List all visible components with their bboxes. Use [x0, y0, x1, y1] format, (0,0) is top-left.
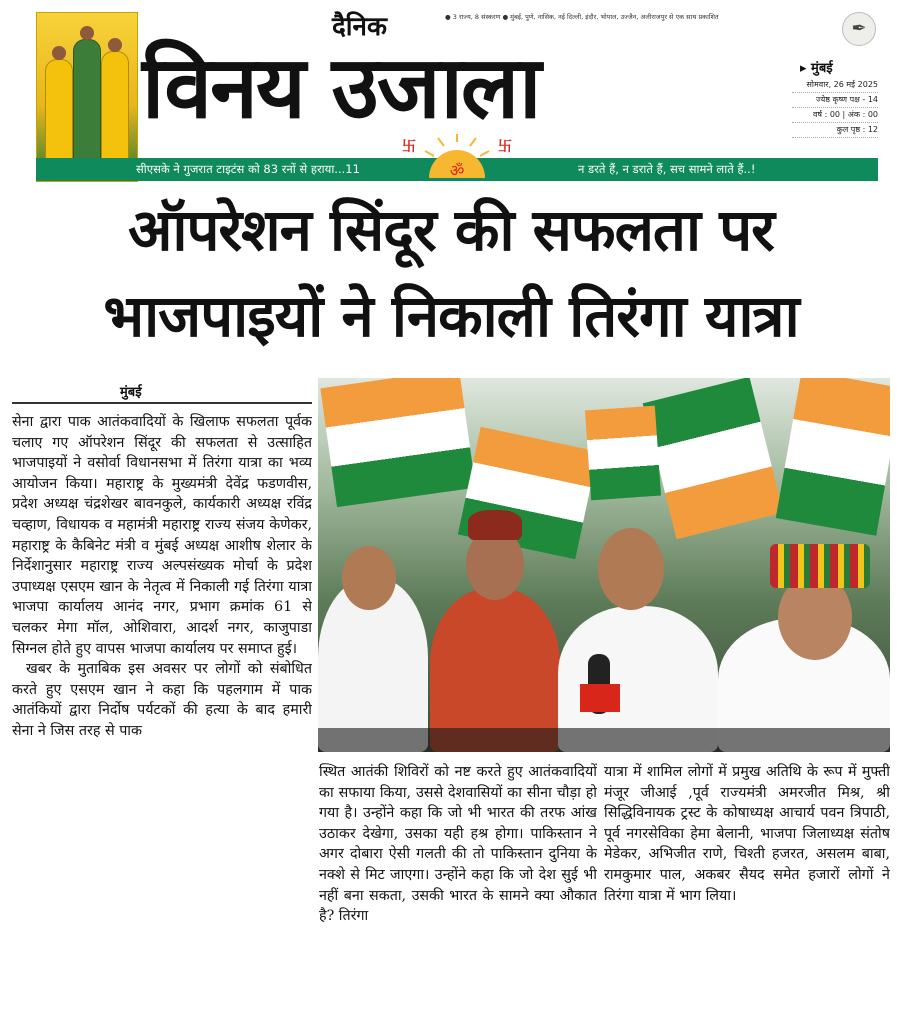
article-column-middle — [319, 762, 597, 1024]
issue-date: सोमवार, 26 मई 2025 — [792, 78, 878, 93]
brand-logo-title: विनय उजाला — [142, 38, 540, 138]
issue-number: वर्ष : 00 | अंक : 00 — [792, 108, 878, 123]
article-column-right — [604, 762, 890, 1024]
paragraph-3: स्थित आतंकी शिविरों को नष्ट करते हुए आतंकवादियों का सफाया किया, उससे देशवासियों का सीना चौड़ा हो गया है। उन्होंने कहा कि जो भी भारत की तरफ आंख उठाकर देखेगा, उसका यही हश्र होगा। पाकिस्तान ने अगर दोबारा ऐसी गलती की तो पाकिस्तान दुनिया के नक्शे से मिट जाएगा। उन्होंने कहा कि जो देश सुई भी नहीं बना सकता, उसकी भारत के सामने क्या औकात है? तिरंगा — [319, 764, 597, 925]
dateline-rule — [12, 402, 312, 404]
dateline: मुंबई — [120, 385, 142, 400]
cricket-photo — [36, 12, 138, 182]
editions-strip: ● 3 राज्य, 8 संस्करण ● मुंबई, पुणे, नासिक, नई दिल्ली, इंदौर, भोपाल, उज्जैन, अलीराजपुर से एक साथ प्रकाशित — [445, 13, 719, 21]
edition-city: ▸ मुंबई — [800, 61, 833, 76]
paragraph-4: यात्रा में शामिल लोगों में प्रमुख अतिथि के रूप में मुफ्ती मंजूर जीआई ,पूर्व राज्यमंत्री अमरजीत मिश्र, श्री सिद्धिविनायक ट्रस्ट के कोषाध्यक्ष आचार्य पवन त्रिपाठी, पूर्व नगरसेविका हेमा बेलानी, भाजपा जिलाध्यक्ष संतोष मेडेकर, अभिजीत राणे, चिश्ती हजरत, असलम बाबा, रामकुमार पाल, अकबर सैयद समेत हजारों लोगों ने तिरंगा यात्रा में भाग लिया। — [604, 764, 890, 904]
swastika-right: 卐 — [498, 139, 512, 155]
article-column-left — [12, 412, 312, 1024]
ticker-left: सीएसके ने गुजरात टाइटंस को 83 रनों से हराया...11 — [136, 162, 360, 176]
headline-line-1: ऑपरेशन सिंदूर की सफलता पर — [128, 196, 774, 264]
headline-line-2: भाजपाइयों ने निकाली तिरंगा यात्रा — [103, 282, 799, 350]
masthead — [30, 8, 880, 183]
ticker-right: न डरते हैं, न डराते हैं, सच सामने लाते हैं..! — [578, 162, 756, 176]
paragraph-1: सेना द्वारा पाक आतंकवादियों के खिलाफ सफलता पूर्वक चलाए गए ऑपरेशन सिंदूर की सफलता से उत्साहित भाजपाइयों ने वसोर्वा विधानसभा में तिरंगा यात्रा का भव्य आयोजन किया। महाराष्ट्र के मुख्यमंत्री देवेंद्र फडणवीस, प्रदेश अध्यक्ष चंद्रशेखर बावनकुले, कार्यकारी अध्यक्ष रविंद्र चव्हाण, विधायक व महामंत्री महाराष्ट्र राज्य संजय केणेकर, महाराष्ट्र के कैबिनेट मंत्री व मुंबई अध्यक्ष आशीष शेलार के निर्देशानुसार महाराष्ट्र राज्य अल्पसंख्यक मोर्चा के प्रदेश उपाध्यक्ष एसएम खान के नेतृत्व में निकाली गई तिरंगा यात्रा भाजपा कार्यालय आनंद नगर, प्रभाग क्रमांक 61 से चलकर मेगा मॉल, ओशिवारा, आदर्श नगर, काजुपाडा सिग्नल होते हुए वापस भाजपा कार्यालय पर समाप्त हुई। — [12, 414, 312, 657]
paragraph-2: खबर के मुताबिक इस अवसर पर लोगों को संबोधित करते हुए एसएम खान ने कहा कि पहलगाम में पाक आतंकियों द्वारा निर्दोष पर्यटकों की हत्या के बाद हमारी सेना ने जिस तरह से पाक — [12, 661, 312, 739]
issue-paksh: ज्येष्ठ कृष्ण पक्ष - 14 — [792, 93, 878, 108]
pen-nib-icon: ✒ — [842, 12, 876, 46]
om-symbol: ॐ — [449, 161, 465, 180]
sun-icon — [422, 134, 492, 188]
swastika-left: 卐 — [402, 139, 416, 155]
issue-info — [792, 78, 878, 152]
news-photo — [318, 378, 890, 752]
issue-pages: कुल पृष्ठ : 12 — [792, 123, 878, 138]
sun-emblem — [422, 134, 492, 188]
brand-small: दैनिक — [332, 12, 387, 42]
